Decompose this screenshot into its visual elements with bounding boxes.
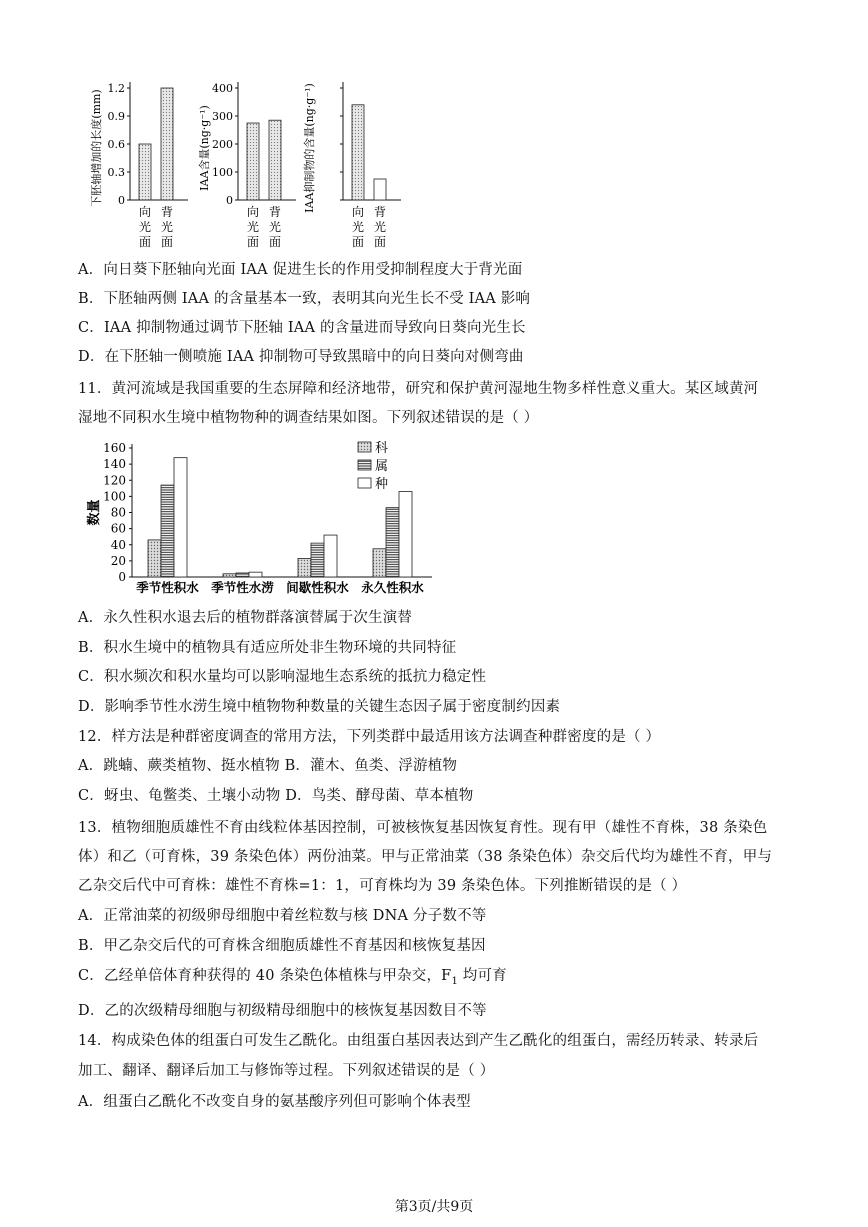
q14-stem-line-1: 14．构成染色体的组蛋白可发生乙酰化。由组蛋白基因表达到产生乙酰化的组蛋白，需经历转录、转录后 bbox=[78, 1033, 759, 1049]
category-label-char: 面 bbox=[160, 235, 174, 249]
q12-options-cd: C．蚜虫、龟鳖类、土壤小动物 D．鸟类、酵母菌、草本植物 bbox=[78, 788, 474, 804]
legend-label: 科 bbox=[375, 441, 389, 456]
q12-options-ab: A．跳蝻、蕨类植物、挺水植物 B．灌木、鱼类、浮游植物 bbox=[78, 758, 458, 774]
y-tick-label: 0.9 bbox=[107, 110, 125, 123]
y-tick-label: 200 bbox=[212, 138, 233, 151]
q11-option-d: D．影响季节性水涝生境中植物物种数量的关键生态因子属于密度制约因素 bbox=[78, 699, 561, 715]
category-label-char: 背 bbox=[160, 205, 174, 219]
y-tick-label: 0 bbox=[118, 194, 125, 207]
category-label: 季节性积水 bbox=[136, 580, 199, 595]
y-tick-label: 300 bbox=[212, 110, 233, 123]
bar-种 bbox=[324, 535, 337, 577]
q13-option-b: B．甲乙杂交后代的可育株含细胞质雄性不育基因和核恢复基因 bbox=[78, 938, 486, 954]
hypocotyl-chart-1 bbox=[90, 82, 188, 249]
q10-option-c: C．IAA 抑制物通过调节下胚轴 IAA 的含量进而导致向日葵向光生长 bbox=[78, 320, 526, 336]
hypocotyl-chart-2 bbox=[197, 82, 296, 249]
category-label-char: 光 bbox=[373, 220, 387, 234]
wetland-bar-chart bbox=[84, 436, 440, 604]
q10-option-b: B．下胚轴两侧 IAA 的含量基本一致，表明其向光生长不受 IAA 影响 bbox=[78, 291, 531, 307]
legend-label: 种 bbox=[375, 477, 389, 492]
q11-option-a: A．永久性积水退去后的植物群落演替属于次生演替 bbox=[78, 610, 413, 626]
bar-科 bbox=[373, 549, 386, 577]
q13-option-c-text: C．乙经单倍体育种获得的 40 条染色体植株与甲杂交，F bbox=[78, 968, 452, 984]
y-tick-label: 40 bbox=[110, 537, 126, 552]
bar-种 bbox=[249, 572, 262, 577]
y-tick-label: 60 bbox=[110, 521, 126, 536]
bar-light-side bbox=[161, 88, 173, 200]
y-tick-label: 100 bbox=[212, 166, 233, 179]
hypocotyl-chart-3 bbox=[302, 82, 401, 249]
category-label-char: 向 bbox=[138, 205, 152, 219]
q13-stem-line-3: 乙杂交后代中可育株：雄性不育株=1：1，可育株均为 39 条染色体。下列推断错误的是（ ） bbox=[78, 878, 687, 894]
q13-option-c bbox=[78, 966, 507, 992]
category-label-char: 光 bbox=[246, 220, 260, 234]
y-tick-label: 120 bbox=[103, 473, 126, 488]
q11-stem-line-1: 11．黄河流域是我国重要的生态屏障和经济地带，研究和保护黄河湿地生物多样性意义重大。某区域黄河 bbox=[78, 381, 759, 397]
bar-shade-side bbox=[139, 144, 151, 200]
q13-stem-line-1: 13．植物细胞质雄性不育由线粒体基因控制，可被核恢复基因恢复育性。现有甲（雄性不育株，38 条染色 bbox=[78, 820, 768, 836]
y-tick-label: 0.6 bbox=[107, 138, 125, 151]
q10-option-a: A．向日葵下胚轴向光面 IAA 促进生长的作用受抑制程度大于背光面 bbox=[78, 262, 523, 278]
y-tick-label: 20 bbox=[110, 553, 126, 568]
q13-stem-line-2: 体）和乙（可育株，39 条染色体）两份油菜。甲与正常油菜（38 条染色体）杂交后代均为雄性不育，甲与 bbox=[78, 849, 773, 865]
y-tick-label: 160 bbox=[103, 441, 126, 455]
category-label-char: 面 bbox=[138, 235, 152, 249]
y-tick-label: 400 bbox=[212, 82, 233, 95]
y-axis-label: 数量 bbox=[87, 499, 102, 526]
category-label-char: 光 bbox=[268, 220, 282, 234]
f1-subscript: 1 bbox=[451, 975, 458, 987]
y-tick-label: 0 bbox=[118, 570, 126, 584]
category-label: 永久性积水 bbox=[361, 580, 424, 595]
y-tick-label: 140 bbox=[103, 457, 126, 472]
y-tick-label: 80 bbox=[110, 505, 126, 520]
y-axis-label: IAA抑制物的含量(ng·g⁻¹) bbox=[303, 83, 316, 213]
q13-option-a: A．正常油菜的初级卵母细胞中着丝粒数与核 DNA 分子数不等 bbox=[78, 908, 487, 924]
category-label-char: 面 bbox=[246, 235, 260, 249]
bar-属 bbox=[386, 508, 399, 577]
q11-option-c: C．积水频次和积水量均可以影响湿地生态系统的抵抗力稳定性 bbox=[78, 669, 487, 685]
y-axis-label: 下胚轴增加的长度(mm) bbox=[90, 89, 103, 207]
q11-option-b: B．积水生境中的植物具有适应所处非生物环境的共同特征 bbox=[78, 640, 457, 656]
q14-option-a: A．组蛋白乙酰化不改变自身的氨基酸序列但可影响个体表型 bbox=[78, 1094, 471, 1110]
bar-属 bbox=[161, 485, 174, 577]
category-label: 季节性水涝 bbox=[211, 580, 274, 595]
category-label-char: 光 bbox=[138, 220, 152, 234]
bar-种 bbox=[399, 492, 412, 577]
category-label-char: 向 bbox=[246, 205, 260, 219]
bar-科 bbox=[148, 540, 161, 577]
y-axis-label: IAA含量(ng·g⁻¹) bbox=[198, 105, 211, 191]
hypocotyl-figure bbox=[90, 66, 410, 252]
bar-科 bbox=[298, 558, 311, 577]
bar-light-side bbox=[269, 120, 281, 200]
y-tick-label: 0.3 bbox=[107, 166, 125, 179]
q13-option-c-tail: 均可育 bbox=[458, 968, 507, 984]
legend-swatch-属 bbox=[358, 460, 371, 470]
q10-option-d: D．在下胚轴一侧喷施 IAA 抑制物可导致黑暗中的向日葵向对侧弯曲 bbox=[78, 349, 524, 365]
bar-shade-side bbox=[247, 123, 259, 200]
bar-light-side bbox=[374, 179, 386, 200]
category-label-char: 向 bbox=[351, 205, 365, 219]
legend-swatch-种 bbox=[358, 478, 371, 488]
category-label-char: 面 bbox=[268, 235, 282, 249]
category-label-char: 背 bbox=[268, 205, 282, 219]
category-label-char: 光 bbox=[160, 220, 174, 234]
legend-swatch-科 bbox=[358, 442, 371, 452]
page-footer: 第3页/共9页 bbox=[394, 1199, 474, 1215]
bar-属 bbox=[236, 573, 249, 577]
category-label-char: 面 bbox=[351, 235, 365, 249]
q11-stem-line-2: 湿地不同积水生境中植物物种的调查结果如图。下列叙述错误的是（ ） bbox=[78, 410, 539, 426]
category-label-char: 光 bbox=[351, 220, 365, 234]
category-label-char: 面 bbox=[373, 235, 387, 249]
bar-shade-side bbox=[352, 105, 364, 200]
bar-属 bbox=[311, 543, 324, 577]
category-label-char: 背 bbox=[373, 205, 387, 219]
bar-种 bbox=[174, 458, 187, 577]
category-label: 间歇性积水 bbox=[286, 580, 349, 595]
y-tick-label: 0 bbox=[226, 194, 233, 207]
bar-科 bbox=[223, 574, 236, 577]
y-tick-label: 1.2 bbox=[107, 82, 125, 95]
q12-stem: 12．样方法是种群密度调查的常用方法，下列类群中最适用该方法调查种群密度的是（ ） bbox=[78, 729, 661, 745]
y-tick-label: 100 bbox=[103, 489, 126, 504]
q13-option-d: D．乙的次级精母细胞与初级精母细胞中的核恢复基因数目不等 bbox=[78, 1003, 487, 1019]
legend-label: 属 bbox=[375, 459, 389, 474]
q14-stem-line-2: 加工、翻译、翻译后加工与修饰等过程。下列叙述错误的是（ ） bbox=[78, 1063, 495, 1079]
